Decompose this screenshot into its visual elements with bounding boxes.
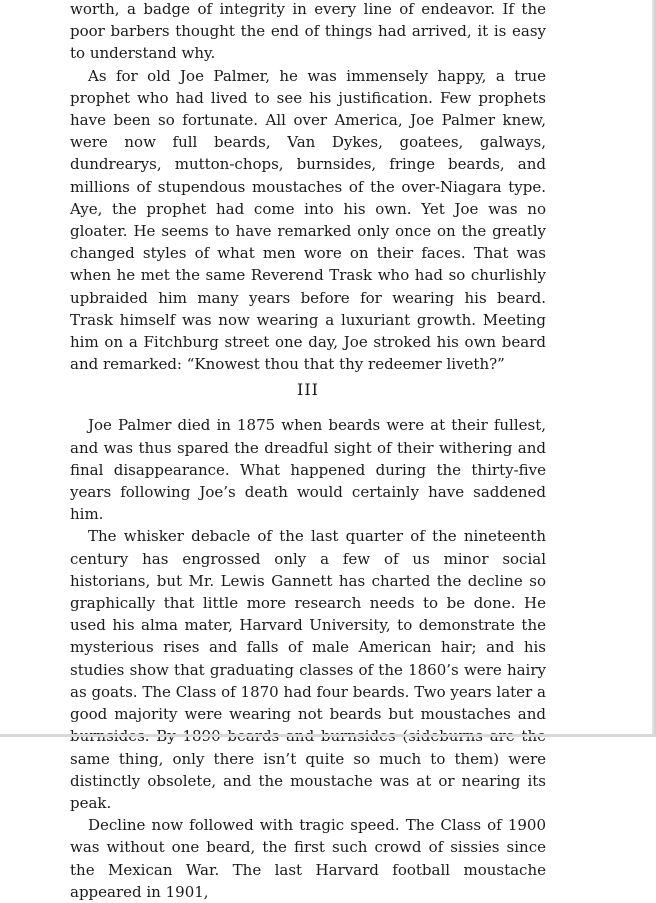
paragraph-decline: Decline now followed with tragic speed. The Class of 1900 was without one beard, the first such crowd of sissies since the Mexican War. The last Harvard football moustache appeared in 1901, — [70, 816, 546, 901]
book-page — [70, 0, 546, 903]
section-heading: III — [297, 380, 319, 400]
paragraph-joe-palmer-death: Joe Palmer died in 1875 when beards were at their fullest, and was thus spared the dreadful sight of their withering and final disappearance. What happened during the thirty-five years following Joe’s death would certainly have saddened him. — [70, 416, 546, 524]
paragraph-continuation: worth, a badge of integrity in every line of endeavor. If the poor barbers thought the end of things had arrived, it is easy to understand why. — [70, 0, 546, 63]
paragraph-whisker-debacle: The whisker debacle of the last quarter of the nineteenth century has engrossed only a few of us minor social historians, but Mr. Lewis Gannett has charted the decline so graphically that little more research needs to be done. He used his alma mater, Harvard University, to demonstrate the mysterious rises and falls of male American hair; and his studies show that graduating classes of the 1860’s were hairy as goats. The Class of 1870 had four beards. Two years later a good majority were wearing not beards but moustaches and same thing, only there isn’t quite so much to them) were distinctly obsolete, and the moustache was at or nearing its peak. — [70, 527, 546, 812]
paragraph-joe-palmer-prophet: As for old Joe Palmer, he was immensely happy, a true prophet who had lived to see his justification. Few prophets have been so fortunate. All over America, Joe Palmer knew, were now full beards, Van Dykes, goatees, galways, dundrearys, mutton-chops, burnsides, fringe beards, and millions of stupendous moustaches of the over-Niagara type. Aye, the prophet had come into his own. Yet Joe was no gloater. He seems to have remarked only once on the greatly changed styles of what men wore on their faces. That was when he met the same Reverend Trask who had so churlishly upbraided him many years before for wearing his beard. Trask himself was now wearing a luxuriant growth. Meeting him on a Fitchburg street one day, Joe stroked his own beard and remarked: “Knowest thou that thy redeemer liveth?” — [70, 66, 546, 374]
scan-edge-right — [652, 0, 656, 737]
